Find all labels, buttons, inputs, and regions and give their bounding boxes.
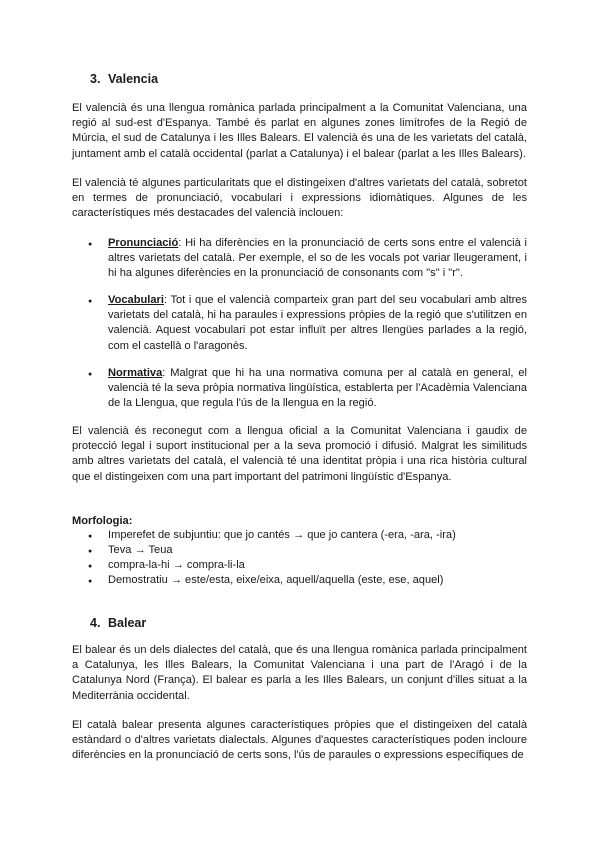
morfologia-item: ● Demostratiu → este/esta, eixe/eixa, aquell/aquella (este, ese, aquel) xyxy=(108,573,443,588)
valencia-paragraph-3: El valencià és reconegut com a llengua oficial a la Comunitat Valenciana i gaudix de protecció legal i suport institucional per a la seva promoció i difusió. Malgrat les similituds amb altres varietats del català, el valencià té una identitat pròpia i una rica història cultural que el distingeixen com una part important del patrimoni lingüístic d'Espanya. xyxy=(72,425,527,483)
bullet-term: Normativa xyxy=(108,367,163,379)
bullet-text: : Malgrat que hi ha una normativa comuna per al català en general, el valencià té la seva pròpia normativa lingüística, establerta per l'Acadèmia Valenciana de la Llengua, que regula l'ús de la llengua en la regió. xyxy=(108,367,527,410)
morfologia-heading: Morfologia: xyxy=(72,515,133,527)
morfologia-item: ● Teva → Teua xyxy=(108,543,173,558)
valencia-paragraph-2: El valencià té algunes particularitats que el distingeixen d'altres varietats del català, sobretot en termes de pronunciació, vocabulari i expressions idiomàtiques. Algunes de les característiques més destacades del valencià inclouen: xyxy=(72,177,527,220)
section-title: Valencia xyxy=(108,72,159,86)
section-number: 4. xyxy=(90,616,101,630)
section-title: Balear xyxy=(108,616,147,630)
morfologia-item: ● compra-la-hi → compra-li-la xyxy=(108,558,245,573)
morfologia-item: ● Imperefet de subjuntiu: que jo cantés → que jo cantera (-era, -ara, -ira) xyxy=(108,528,456,543)
balear-paragraph-1: El balear és un dels dialectes del català, que és una llengua romànica parlada principalment a Catalunya, les Illes Balears, la Comunitat Valenciana i una part de l'Aragó i de la Catalunya Nord (França). El balear es parla a les Illes Balears, un conjunt d'illes situat a la Mediterrània occidental. xyxy=(72,644,527,702)
bullet-vocabulari xyxy=(108,293,527,354)
section-heading-valencia xyxy=(90,72,158,87)
balear-paragraph-2: El català balear presenta algunes característiques pròpies que el distingeixen del català estàndard o d'altres varietats dialectals. Algunes d'aquestes característiques poden incloure diferències en la pronunciació de certs sons, l'ús de paraules o expressions específiques de xyxy=(72,719,527,762)
valencia-paragraph-1: El valencià és una llengua romànica parlada principalment a la Comunitat Valenciana, una regió al sud-est d'Espanya. També és parlat en algunes zones limítrofes de la Regió de Múrcia, el sud de Catalunya i les Illes Balears. El valencià és una de les varietats del català, juntament amb el català occidental (parlat a Catalunya) i el balear (parlat a les Illes Balears). xyxy=(72,102,527,160)
section-heading-balear xyxy=(90,616,146,631)
bullet-term: Vocabulari xyxy=(108,294,164,306)
bullet-text: : Hi ha diferències en la pronunciació de certs sons entre el valencià i altres varietats del català. Per exemple, el so de les vocals pot variar lleugerament, i hi ha algunes diferències en la pronunciació de consonants com "s" i "r". xyxy=(108,237,527,280)
section-number: 3. xyxy=(90,72,101,86)
bullet-pronunciacio xyxy=(108,236,527,282)
bullet-text: : Tot i que el valencià comparteix gran part del seu vocabulari amb altres varietats del català, hi ha paraules i expressions pròpies de la regió que s'utilitzen en valencià. Aquest vocabulari pot estar influït per altres llengües parlades a la regió, com el castellà o l'aragonès. xyxy=(108,294,527,352)
bullet-term: Pronunciació xyxy=(108,237,179,249)
bullet-normativa xyxy=(108,366,527,412)
